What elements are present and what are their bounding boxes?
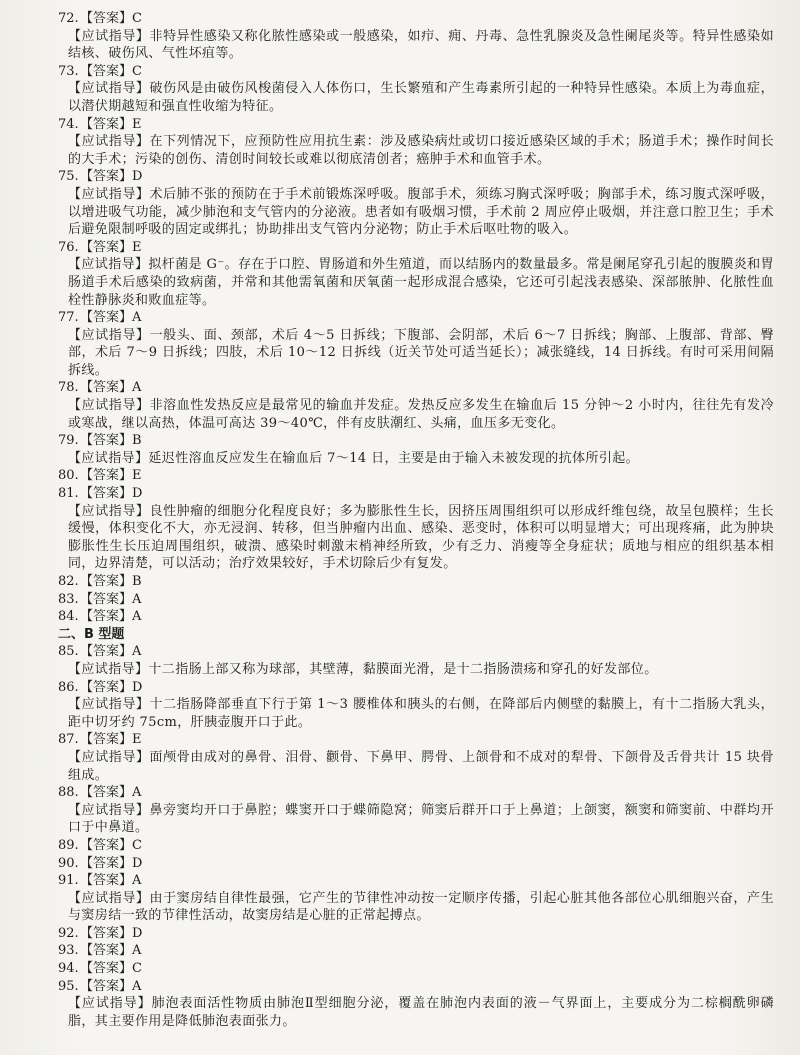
answer-line: [58, 784, 774, 802]
guide-label: 【应试指导】: [68, 81, 150, 97]
answer-line: [58, 432, 774, 450]
answer-entry: [58, 379, 775, 432]
answer-value: D: [132, 855, 143, 871]
guide-text: 由于窦房结自律性最强，它产生的节律性冲动按一定顺序传播，引起心脏其他各部位心肌细胞兴奋，产生与窦房结一致的节律性活动，故窦房结是心脏的正常起搏点。: [68, 890, 774, 924]
answer-entry: [58, 978, 775, 1031]
answer-entry: [58, 731, 774, 784]
answer-entry: [58, 942, 774, 960]
answer-entry: [58, 168, 774, 238]
answer-line: [58, 837, 774, 855]
answer-line: [58, 485, 774, 503]
answer-value: D: [132, 679, 143, 695]
guide-paragraph: [68, 802, 774, 837]
answer-line: [58, 679, 774, 697]
answer-label: 【答案】: [80, 486, 133, 502]
question-number: 84.: [58, 609, 79, 625]
guide-text: 十二指肠降部垂直下行于第 1～3 腰椎体和胰头的右侧，在降部后内侧壁的黏膜上，有十二指肠大乳头，距中切牙约 75cm，肝胰壶腹开口于此。: [68, 697, 774, 730]
question-number: 94.: [58, 961, 79, 977]
question-number: 72.: [58, 11, 79, 26]
answer-line: [58, 608, 774, 626]
answer-line: [58, 960, 774, 978]
answer-value: A: [132, 943, 142, 959]
answer-entry: [58, 239, 774, 309]
answer-value: A: [132, 310, 142, 326]
answer-line: [58, 978, 774, 996]
answer-entry: [58, 784, 774, 837]
answer-line: [58, 925, 774, 943]
question-number: 88.: [58, 785, 79, 801]
answer-line: [58, 63, 774, 81]
question-number: 90.: [58, 855, 79, 871]
guide-paragraph: [68, 186, 774, 239]
answer-value: A: [132, 380, 142, 396]
guide-paragraph: [68, 696, 774, 731]
guide-label: 【应试指导】: [68, 503, 150, 519]
answer-label: 【答案】: [80, 679, 133, 695]
answer-line: [58, 168, 774, 186]
question-number: 80.: [58, 468, 79, 484]
answer-line: [58, 855, 774, 873]
guide-paragraph: [68, 749, 774, 784]
guide-text: 在下列情况下，应预防性应用抗生素：涉及感染病灶或切口接近感染区域的手术；肠道手术；操作时间长的大手术；污染的创伤、清创时间较长或难以彻底清创者；癌肿手术和血管手术。: [68, 134, 774, 167]
answer-entry: [58, 643, 774, 678]
answer-value: A: [132, 644, 142, 660]
answer-entry: [58, 10, 774, 63]
guide-text: 术后肺不张的预防在于手术前锻炼深呼吸。腹部手术，须练习胸式深呼吸；胸部手术，练习腹式深呼吸，以增进吸气功能，减少肺泡和支气管内的分泌液。患者如有吸烟习惯，手术前 2 周应停止吸烟，并注意口腔卫生；手术后避免限制呼吸的固定或绑扎；协助排出支气管内分泌物；防止手术后呕吐物的吸入。: [68, 186, 774, 238]
answer-entry: [58, 679, 774, 732]
answer-value: A: [132, 591, 142, 607]
answer-line: [58, 942, 774, 960]
question-number: 79.: [58, 433, 79, 449]
answer-label: 【答案】: [80, 978, 133, 994]
answer-line: [58, 309, 774, 327]
guide-paragraph: [68, 995, 774, 1030]
question-number: 77.: [58, 310, 79, 326]
answer-label: 【答案】: [80, 644, 133, 660]
guide-label: 【应试指导】: [68, 996, 152, 1012]
question-number: 74.: [58, 116, 79, 132]
answer-label: 【答案】: [80, 468, 133, 484]
guide-paragraph: [68, 397, 774, 432]
guide-paragraph: [68, 28, 774, 63]
answer-value: A: [132, 785, 142, 801]
guide-paragraph: [68, 890, 774, 925]
answer-value: D: [132, 925, 143, 941]
answer-value: A: [132, 609, 142, 625]
guide-paragraph: [68, 450, 774, 468]
guide-text: 延迟性溶血反应发生在输血后 7～14 日，主要是由于输入未被发现的抗体所引起。: [148, 450, 640, 466]
answer-label: 【答案】: [80, 63, 133, 79]
answer-line: [58, 643, 774, 661]
answer-entry: [58, 872, 774, 925]
guide-label: 【应试指导】: [68, 890, 150, 906]
answer-value: B: [132, 574, 142, 589]
answer-label: 【答案】: [80, 310, 133, 326]
answer-entry: [58, 116, 774, 169]
answer-label: 【答案】: [80, 239, 133, 255]
guide-label: 【应试指导】: [68, 28, 150, 44]
question-number: 91.: [58, 873, 79, 889]
answer-entry: [58, 591, 774, 609]
answer-label: 【答案】: [80, 943, 133, 959]
guide-text: 拟杆菌是 G⁻。存在于口腔、胃肠道和外生殖道，而以结肠内的数量最多。常是阑尾穿孔引起的腹膜炎和胃肠道手术后感染的致病菌，并常和其他需氧菌和厌氧菌一起形成混合感染，它还可引起浅表感染、深部脓肿、化脓性血栓性静脉炎和败血症等。: [68, 257, 774, 308]
answer-line: [58, 872, 774, 890]
guide-paragraph: [68, 256, 774, 309]
answer-value: B: [132, 433, 142, 449]
question-number: 92.: [58, 925, 79, 941]
answer-line: [58, 239, 774, 257]
answer-entry: [58, 925, 774, 943]
answer-label: 【答案】: [80, 11, 133, 26]
guide-paragraph: [68, 80, 774, 115]
answer-line: [58, 379, 774, 397]
answer-value: D: [132, 169, 143, 185]
question-number: 78.: [58, 380, 79, 396]
guide-paragraph: [68, 661, 774, 679]
question-number: 82.: [58, 574, 79, 589]
answer-value: E: [132, 116, 142, 132]
answer-label: 【答案】: [80, 574, 133, 589]
answer-line: [58, 591, 774, 609]
answer-entry: [58, 855, 774, 873]
answer-list-b: [58, 643, 775, 1030]
answer-entry: [58, 573, 774, 591]
answer-label: 【答案】: [80, 380, 133, 396]
answer-value: C: [132, 63, 142, 79]
answer-entry: [58, 960, 774, 978]
answer-label: 【答案】: [80, 732, 133, 748]
answer-value: D: [132, 486, 143, 502]
question-number: 87.: [58, 732, 79, 748]
answer-list-a: [58, 10, 775, 626]
question-number: 83.: [58, 591, 79, 607]
answer-line: [58, 467, 774, 485]
guide-label: 【应试指导】: [68, 134, 150, 150]
guide-label: 【应试指导】: [68, 257, 149, 273]
guide-paragraph: [68, 327, 774, 380]
answer-entry: [58, 63, 774, 116]
answer-label: 【答案】: [80, 169, 133, 185]
answer-entry: [58, 432, 774, 467]
guide-label: 【应试指导】: [68, 327, 150, 343]
answer-label: 【答案】: [80, 855, 133, 871]
answer-value: C: [132, 961, 142, 977]
section-heading-b: 二、B 型题: [58, 626, 125, 642]
answer-label: 【答案】: [80, 873, 133, 889]
question-number: 93.: [58, 943, 79, 959]
guide-paragraph: [68, 133, 774, 168]
question-number: 89.: [58, 837, 79, 853]
guide-text: 一般头、面、颈部，术后 4～5 日拆线；下腹部、会阴部，术后 6～7 日拆线；胸部、上腹部、背部、臀部，术后 7～9 日拆线；四肢，术后 10～12 日拆线（近关节处可适当延长）；减张缝线，14 日拆线。有时可采用间隔拆线。: [68, 327, 774, 378]
guide-label: 【应试指导】: [68, 697, 150, 713]
guide-text: 鼻旁窦均开口于鼻腔；蝶窦开口于蝶筛隐窝；筛窦后群开口于上鼻道；上颌窦，额窦和筛窦前、中群均开口于中鼻道。: [68, 802, 774, 836]
guide-label: 【应试指导】: [68, 749, 150, 765]
answer-entry: [58, 608, 774, 626]
answer-label: 【答案】: [80, 116, 133, 132]
answer-entry: [58, 309, 774, 379]
guide-text: 非特异性感染又称化脓性感染或一般感染，如疖、痈、丹毒、急性乳腺炎及急性阑尾炎等。特异性感染如结核、破伤风、气性坏疽等。: [68, 28, 774, 62]
answer-label: 【答案】: [80, 961, 133, 977]
question-number: 81.: [58, 486, 79, 502]
guide-label: 【应试指导】: [68, 661, 149, 677]
question-number: 85.: [58, 644, 79, 660]
guide-text: 肺泡表面活性物质由肺泡Ⅱ型细胞分泌，覆盖在肺泡内表面的液－气界面上，主要成分为二棕榈酰卵磷脂，其主要作用是降低肺泡表面张力。: [68, 996, 775, 1029]
answer-line: [58, 573, 774, 591]
answer-value: E: [132, 239, 142, 255]
answer-line: [58, 731, 774, 749]
question-number: 86.: [58, 679, 79, 695]
question-number: 73.: [58, 63, 79, 79]
guide-paragraph: [68, 503, 774, 573]
answer-line: [58, 116, 774, 134]
answer-label: 【答案】: [80, 925, 133, 941]
question-number: 95.: [58, 978, 79, 994]
answer-entry: [58, 837, 774, 855]
answer-label: 【答案】: [80, 433, 133, 449]
answer-entry: [58, 485, 774, 573]
guide-text: 面颅骨由成对的鼻骨、泪骨、颧骨、下鼻甲、腭骨、上颌骨和不成对的犁骨、下颌骨及舌骨共计 15 块骨组成。: [68, 749, 774, 783]
answer-label: 【答案】: [80, 837, 133, 853]
answer-label: 【答案】: [80, 785, 133, 801]
answer-line: [58, 10, 774, 28]
guide-text: 良性肿瘤的细胞分化程度良好；多为膨胀性生长，因挤压周围组织可以形成纤维包绕，故呈包膜样；生长缓慢，体积变化不大，亦无浸润、转移，但当肿瘤内出血、感染、恶变时，体积可以明显增大；可出现疼痛，此为肿块膨胀性生长压迫周围组织，破溃、感染时刺激末梢神经所致，少有乏力、消瘦等全身症状；质地与相应的组织基本相同，边界清楚，可以活动；治疗效果较好，手术切除后少有复发。: [68, 503, 774, 572]
answer-value: E: [132, 732, 142, 748]
answer-value: A: [132, 978, 142, 994]
question-number: 76.: [58, 239, 79, 255]
answer-entry: [58, 467, 774, 485]
guide-label: 【应试指导】: [68, 186, 150, 202]
guide-label: 【应试指导】: [68, 802, 150, 818]
answer-value: E: [132, 468, 142, 484]
answer-value: C: [132, 11, 142, 26]
answer-label: 【答案】: [80, 609, 133, 625]
answer-value: C: [132, 837, 142, 853]
guide-text: 破伤风是由破伤风梭菌侵入人体伤口，生长繁殖和产生毒素所引起的一种特异性感染。本质上为毒血症，以潜伏期越短和强直性收缩为特征。: [68, 81, 774, 114]
guide-text: 非溶血性发热反应是最常见的输血并发症。发热反应多发生在输血后 15 分钟～2 小时内，往往先有发冷或寒战，继以高热，体温可高达 39～40℃，伴有皮肤潮红、头痛，血压多无变化。: [68, 398, 775, 431]
guide-label: 【应试指导】: [68, 398, 150, 414]
answer-value: A: [132, 873, 142, 889]
guide-text: 十二指肠上部又称为球部，其壁薄，黏膜面光滑，是十二指肠溃疡和穿孔的好发部位。: [148, 661, 658, 677]
question-number: 75.: [58, 169, 79, 185]
guide-label: 【应试指导】: [68, 450, 149, 466]
answer-label: 【答案】: [80, 591, 133, 607]
